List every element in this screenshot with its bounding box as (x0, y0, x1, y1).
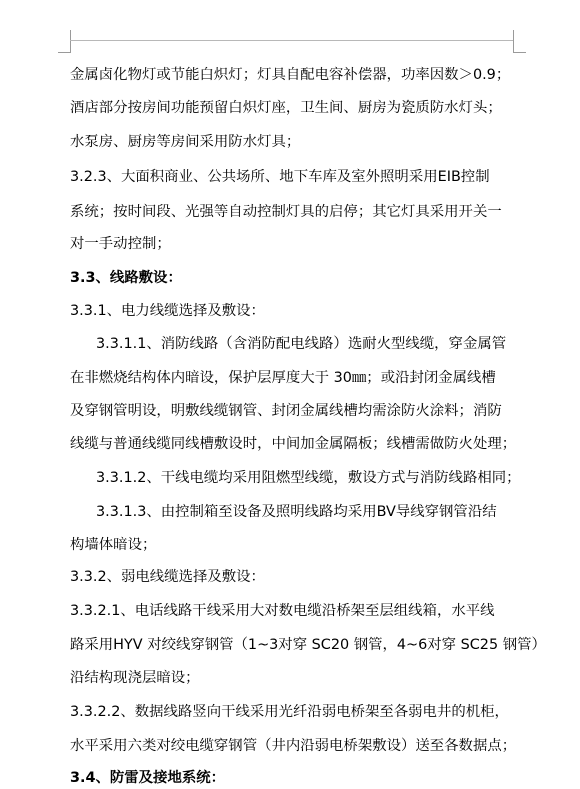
body-text-line: 水泵房、厨房等房间采用防水灯具； (70, 134, 301, 150)
body-text-line: 3.2.3、大面积商业、公共场所、地下车库及室外照明采用EIB控制 (70, 169, 490, 185)
body-text-line: 路采用HYV 对绞线穿钢管（1~3对穿 SC20 钢管，4~6对穿 SC25 钢管） (70, 637, 546, 653)
body-text-line: 系统；按时间段、光强等自动控制灯具的启停；其它灯具采用开关一 (70, 204, 502, 220)
body-text-line: 水平采用六类对绞电缆穿钢管（井内沿弱电桥架敷设）送至各数据点； (70, 738, 517, 754)
margin-corner-mark-right (513, 30, 526, 53)
subsection-heading: 3.3.2、弱电线缆选择及敷设： (70, 569, 265, 585)
body-text-line: 3.3.1.3、由控制箱至设备及照明线路均采用BV导线穿钢管沿结 (96, 504, 497, 520)
section-heading: 3.3、线路敷设： (70, 270, 182, 286)
body-text-line: 在非燃烧结构体内暗设，保护层厚度大于 30㎜；或沿封闭金属线槽 (70, 370, 496, 386)
body-text-line: 金属卤化物灯或节能白炽灯；灯具自配电容补偿器，功率因数＞0.9； (70, 67, 511, 83)
body-text-line: 构墙体暗设； (70, 537, 157, 553)
subsection-heading: 3.3.1、电力线缆选择及敷设： (70, 303, 265, 319)
body-text-line: 沿结构现浇层暗设； (70, 670, 200, 686)
margin-corner-mark-left (58, 30, 71, 53)
body-text-line: 及穿钢管明设，明敷线缆钢管、封闭金属线槽均需涂防火涂料；消防 (70, 403, 502, 419)
body-text-line: 3.3.1.2、干线电缆均采用阻燃型线缆，敷设方式与消防线路相同； (96, 470, 521, 486)
body-text-line: 酒店部分按房间功能预留白炽灯座，卫生间、厨房为瓷质防水灯头； (70, 100, 502, 116)
body-text-line: 3.3.2.2、数据线路竖向干线采用光纤沿弱电桥架至各弱电井的机柜， (70, 704, 509, 720)
header-rule (70, 40, 513, 41)
body-text-line: 3.3.1.1、消防线路（含消防配电线路）选耐火型线缆，穿金属管 (96, 336, 507, 352)
body-text-line: 对一手动控制； (70, 236, 171, 252)
body-text-line: 3.3.2.1、电话线路干线采用大对数电缆沿桥架至层组线箱，水平线 (70, 603, 495, 619)
section-heading: 3.4、防雷及接地系统： (70, 770, 226, 786)
body-text-line: 线缆与普通线缆同线槽敷设时，中间加金属隔板；线槽需做防火处理； (70, 436, 517, 452)
